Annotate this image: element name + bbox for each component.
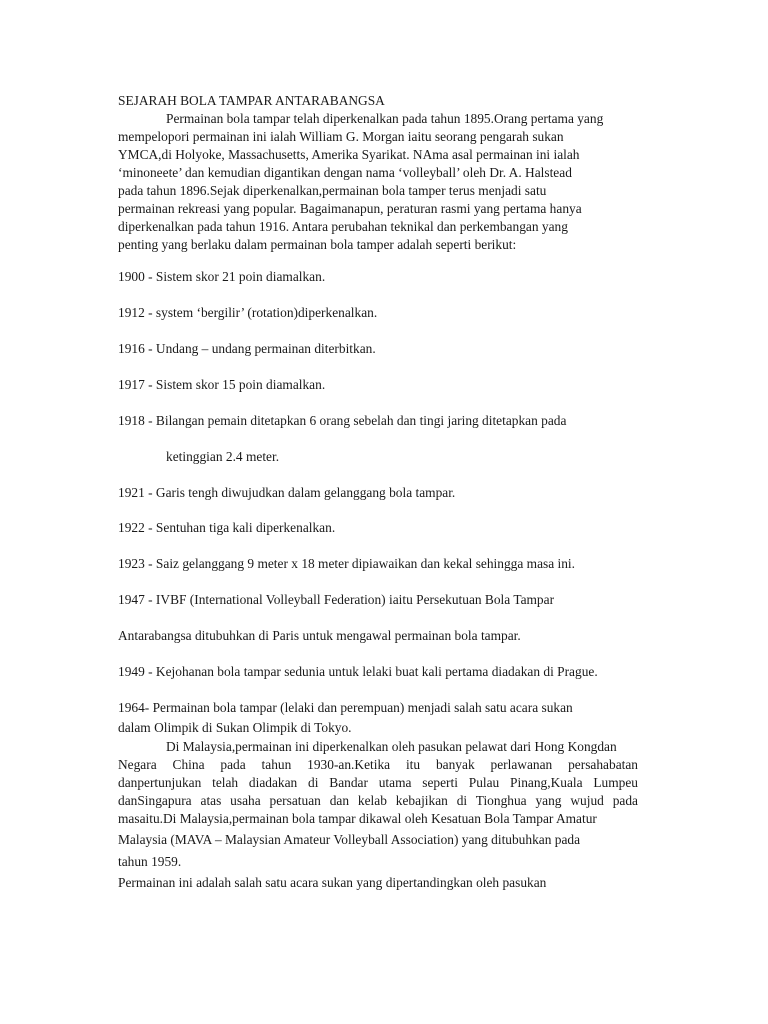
timeline-item: 1922 - Sentuhan tiga kali diperkenalkan.: [118, 520, 336, 535]
intro-line: ‘minoneete’ dan kemudian digantikan dengan nama ‘volleyball’ oleh Dr. A. Halstead: [118, 165, 572, 180]
malaysia-line: Permainan ini adalah salah satu acara sukan yang dipertandingkan oleh pasukan: [118, 875, 547, 890]
timeline-item: 1949 - Kejohanan bola tampar sedunia untuk lelaki buat kali pertama diadakan di Prague.: [118, 664, 598, 679]
timeline-item: 1900 - Sistem skor 21 poin diamalkan.: [118, 269, 326, 284]
intro-line: mempelopori permainan ini ialah William G. Morgan iaitu seorang pengarah sukan: [118, 129, 564, 144]
malaysia-line: Malaysia (MAVA – Malaysian Amateur Volleyball Association) yang ditubuhkan pada: [118, 832, 581, 847]
timeline-item: 1921 - Garis tengh diwujudkan dalam gelanggang bola tampar.: [118, 485, 456, 500]
timeline-item: 1964- Permainan bola tampar (lelaki dan perempuan) menjadi salah satu acara sukan: [118, 700, 573, 715]
intro-line: diperkenalkan pada tahun 1916. Antara perubahan teknikal dan perkembangan yang: [118, 219, 568, 234]
intro-line: penting yang berlaku dalam permainan bola tamper adalah seperti berikut:: [118, 237, 517, 252]
timeline-item: 1918 - Bilangan pemain ditetapkan 6 orang sebelah dan tingi jaring ditetapkan pada: [118, 413, 567, 428]
malaysia-line: tahun 1959.: [118, 854, 182, 869]
timeline-item: 1916 - Undang – undang permainan diterbitkan.: [118, 341, 376, 356]
intro-line: Permainan bola tampar telah diperkenalkan pada tahun 1895.Orang pertama yang: [166, 111, 604, 126]
malaysia-line: Di Malaysia,permainan ini diperkenalkan oleh pasukan pelawat dari Hong Kongdan: [166, 739, 617, 754]
timeline-item-continuation: ketinggian 2.4 meter.: [166, 449, 280, 464]
malaysia-line: masaitu.Di Malaysia,permainan bola tampar dikawal oleh Kesatuan Bola Tampar Amatur: [118, 811, 597, 826]
timeline-item: 1923 - Saiz gelanggang 9 meter x 18 meter dipiawaikan dan kekal sehingga masa ini.: [118, 556, 576, 571]
timeline-item: 1947 - IVBF (International Volleyball Federation) iaitu Persekutuan Bola Tampar: [118, 592, 555, 607]
timeline-item-continuation: dalam Olimpik di Sukan Olimpik di Tokyo.: [118, 720, 352, 735]
intro-line: YMCA,di Holyoke, Massachusetts, Amerika Syarikat. NAma asal permainan ini ialah: [118, 147, 580, 162]
intro-line: pada tahun 1896.Sejak diperkenalkan,permainan bola tamper terus menjadi satu: [118, 183, 547, 198]
malaysia-line: danSingapura atas usaha persatuan dan kelab kebajikan di Tionghua yang wujud pada: [118, 793, 638, 808]
intro-line: permainan rekreasi yang popular. Bagaimanapun, peraturan rasmi yang pertama hanya: [118, 201, 582, 216]
timeline-item: 1912 - system ‘bergilir’ (rotation)diperkenalkan.: [118, 305, 378, 320]
malaysia-line: danpertunjukan telah diadakan di Bandar utama seperti Pulau Pinang,Kuala Lumpeu: [118, 775, 638, 790]
malaysia-line: Negara China pada tahun 1930-an.Ketika itu banyak perlawanan persahabatan: [118, 757, 638, 772]
document-title: SEJARAH BOLA TAMPAR ANTARABANGSA: [118, 93, 385, 108]
timeline-item: 1917 - Sistem skor 15 poin diamalkan.: [118, 377, 326, 392]
timeline-item-continuation: Antarabangsa ditubuhkan di Paris untuk mengawal permainan bola tampar.: [118, 628, 521, 643]
